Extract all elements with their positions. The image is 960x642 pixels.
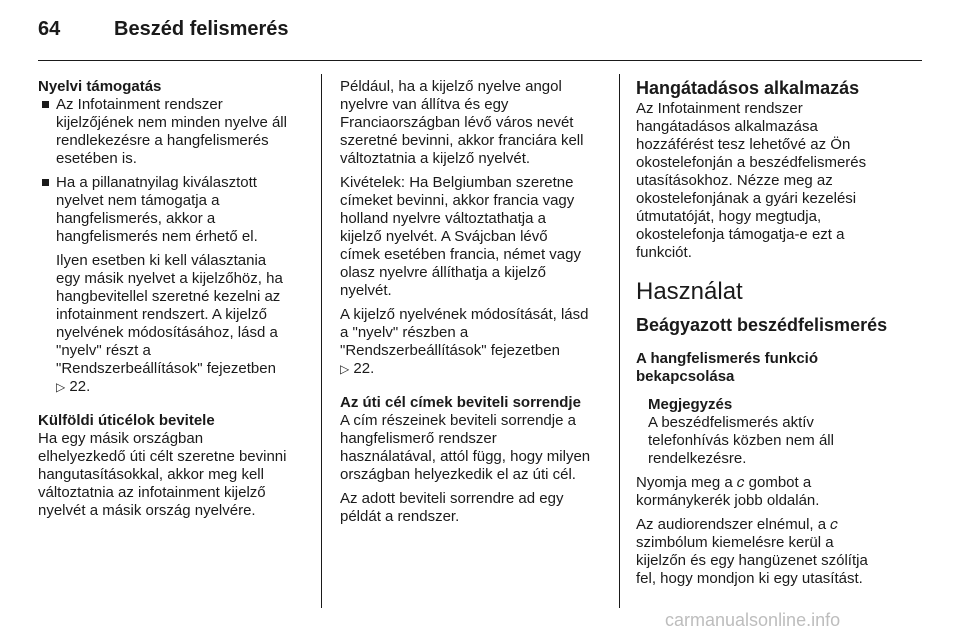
section-heading: A hangfelismerés funkció bekapcsolása bbox=[636, 350, 818, 385]
page-title: Beszéd felismerés bbox=[114, 18, 289, 40]
paragraph-text: gombot a kormánykerék jobb oldalán. bbox=[636, 474, 820, 509]
paragraph: Például, ha a kijelző nyelve angol nyelvre van állítva és egy Franciaországban lévő város nevét szeretné bevinni, akkor franciára kell változtatnia a kijelző nyelvét. bbox=[340, 78, 584, 167]
paragraph-text: szimbólum kiemelésre kerül a kijelzőn és egy hangüzenet szólítja fel, hogy mondjon ki egy utasítást. bbox=[636, 534, 868, 587]
section-heading: Külföldi úticélok bevitele bbox=[38, 412, 215, 429]
bullet-text: Ha a pillanatnyilag kiválasztott nyelvet nem támogatja a hangfelismerés, akkor a hangfelismerés nem érhető el. bbox=[56, 174, 258, 245]
section-heading: Hangátadásos alkalmazás bbox=[636, 78, 860, 98]
page-header bbox=[38, 18, 289, 41]
list-item bbox=[38, 96, 308, 168]
column-divider bbox=[321, 74, 322, 608]
column-1 bbox=[38, 78, 308, 526]
page-number: 64 bbox=[38, 18, 61, 40]
page-ref-icon: ▷ bbox=[340, 362, 350, 376]
paragraph: Kivételek: Ha Belgiumban szeretne címeket bevinni, akkor francia vagy holland nyelvre változtathatja a kijelző nyelvét. A Svájcban lévő címek esetében francia, német vagy olasz nyelvre állíthatja a kijelző nyelvét. bbox=[340, 174, 581, 299]
note-text: A beszédfelismerés aktív telefonhívás közben nem áll rendelkezésre. bbox=[648, 414, 834, 467]
paragraph bbox=[636, 474, 916, 510]
paragraph bbox=[38, 252, 308, 396]
list-item bbox=[38, 174, 308, 246]
chapter-heading: Használat bbox=[636, 278, 743, 305]
paragraph-text: Ilyen esetben ki kell választania egy másik nyelvet a kijelzőhöz, ha hangbevitellel szeretné kezelni az infotainment rendszert. A kijelző nyelvének módosításához, lásd a "nyelv" részt a "Rendszerbeállítások" fejezetben bbox=[56, 252, 283, 377]
section-heading: Nyelvi támogatás bbox=[38, 78, 162, 95]
page-ref[interactable]: 22. bbox=[69, 378, 91, 395]
paragraph-text: A kijelző nyelvének módosítását, lásd a "nyelv" részben a "Rendszerbeállítások" fejezetben bbox=[340, 306, 589, 359]
paragraph: Ha egy másik országban elhelyezkedő úti célt szeretne bevinni hangutasításokkal, akkor meg kell változtatnia az infotainment kijelző nyelvét a másik ország nyelvére. bbox=[38, 430, 287, 519]
page-ref-icon: ▷ bbox=[56, 380, 66, 394]
paragraph bbox=[340, 306, 602, 378]
subsection-heading: Beágyazott beszédfelismerés bbox=[636, 315, 888, 335]
watermark: carmanualsonline.info bbox=[665, 610, 841, 630]
bullet-icon bbox=[42, 101, 49, 108]
voice-icon: 𝑐 bbox=[830, 516, 838, 533]
section-heading: Az úti cél címek beviteli sorrendje bbox=[340, 394, 581, 411]
note-title: Megjegyzés bbox=[648, 396, 733, 413]
paragraph: Az Infotainment rendszer hangátadásos alkalmazása hozzáférést tesz lehetővé az Ön okostelefonján a beszédfelismerés utasításokhoz. Nézze meg az okostelefonjának a gyári kezelési útmutatóját, hogy megtudja, okostelefonja támogatja-e ezt a funkciót. bbox=[636, 100, 867, 261]
paragraph-text: Az audiorendszer elnémul, a bbox=[636, 516, 827, 533]
bullet-text: Az Infotainment rendszer kijelzőjének nem minden nyelve áll rendlekezésre a hangfelismerés esetében is. bbox=[56, 96, 287, 167]
page-ref[interactable]: 22. bbox=[353, 360, 375, 377]
paragraph: Az adott beviteli sorrendre ad egy példát a rendszer. bbox=[340, 490, 564, 525]
header-rule bbox=[38, 60, 922, 61]
paragraph bbox=[636, 516, 916, 588]
voice-icon: 𝑐 bbox=[736, 474, 745, 491]
note-box bbox=[636, 396, 916, 468]
column-divider bbox=[619, 74, 620, 608]
paragraph: A cím részeinek beviteli sorrendje a hangfelismerő rendszer használatával, attól függ, hogy milyen országban helyezkedik el az úti cél. bbox=[340, 412, 591, 483]
column-2 bbox=[340, 78, 602, 532]
paragraph-text: Nyomja meg a bbox=[636, 474, 733, 491]
bullet-icon bbox=[42, 179, 49, 186]
column-3 bbox=[636, 78, 916, 594]
